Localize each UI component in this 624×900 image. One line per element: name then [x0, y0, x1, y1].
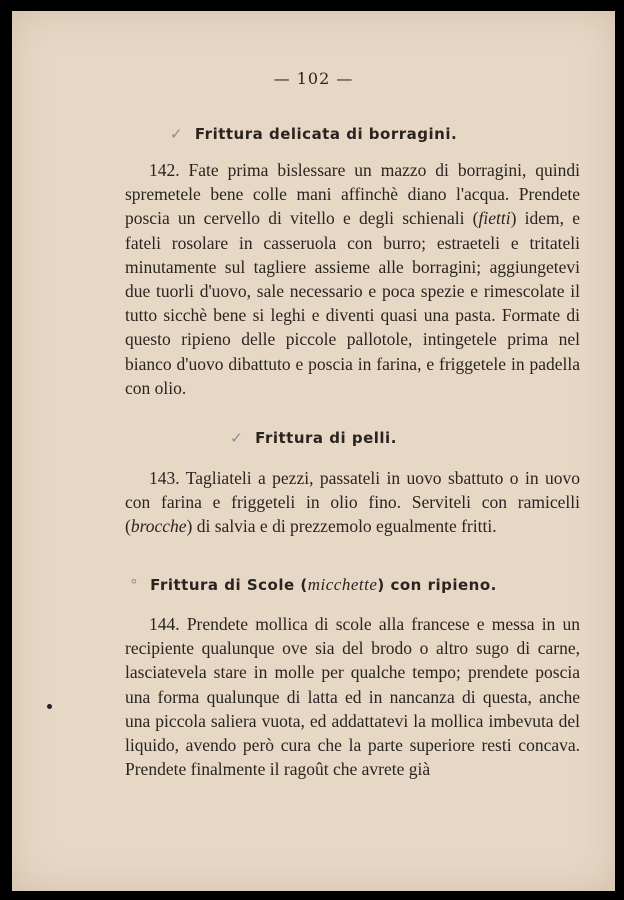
pencil-check-mark-icon: ✓ [169, 125, 183, 143]
italic-term: fietti [478, 208, 511, 229]
paragraph-text: 143. Tagliateli a pezzi, passateli in uovo sbattuto o in uovo con farina e friggeteli in olio fino. Serviteli con ramicelli ( [125, 468, 580, 537]
pencil-check-mark-icon: ✓ [230, 429, 244, 447]
book-page [12, 11, 615, 891]
heading-text: ) con ripieno. [377, 576, 497, 594]
section-heading-pelli [12, 429, 615, 447]
paragraph-text: ) idem, e fateli rosolare in casseruola con burro; estraeteli e tritateli minutamente sul tagliere assieme alle borragini; aggiungetevi due tuorli d'uovo, sale necessario e poca spezie e rimescolate il tutto sicchè bene si leghi e diventi quasi una pasta. Formate di questo ripieno delle piccole pallotole, intingetele prima nel bianco d'uovo dibattuto e poscia in farina, e friggetele in padella con olio. [125, 208, 580, 398]
paragraph-text: 144. Prendete mollica di scole alla francese e messa in un recipiente qualunque ove sia del brodo o altro sugo di carne, lasciatevela stare in molle per qualche tempo; prendete poscia una forma qualunque di latta ed in nancanza di questa, anche una piccola saliera vuota, ed addattatevi la mollica imbevuta del liquido, avendo però cura che la parte superiore resti concava. Prendete finalmente il ragoût che avrete già [125, 614, 580, 780]
heading-italic-term: micchette [307, 575, 378, 594]
ink-spot [47, 704, 52, 709]
section-heading-borragini [12, 125, 615, 143]
page-number: — 102 — [273, 69, 354, 88]
paragraph-text: ) di salvia e di prezzemolo egualmente fritti. [186, 516, 497, 537]
heading-text: Frittura delicata di borragini. [194, 125, 458, 143]
italic-term: brocche [130, 516, 187, 537]
pencil-mark-icon: ° [130, 576, 139, 594]
heading-text: Frittura di Scole ( [150, 576, 308, 594]
recipe-paragraph-144 [125, 612, 580, 781]
paragraph-text: 142. Fate prima bislessare un mazzo di borragini, quindi spremetele bene colle mani affinchè diano l'acqua. Prendete poscia un cervello di vitello e degli schienali ( [125, 160, 580, 229]
heading-text: Frittura di pelli. [255, 429, 397, 447]
recipe-paragraph-143 [125, 466, 580, 539]
section-heading-scole [12, 575, 615, 595]
recipe-paragraph-142 [125, 158, 580, 400]
